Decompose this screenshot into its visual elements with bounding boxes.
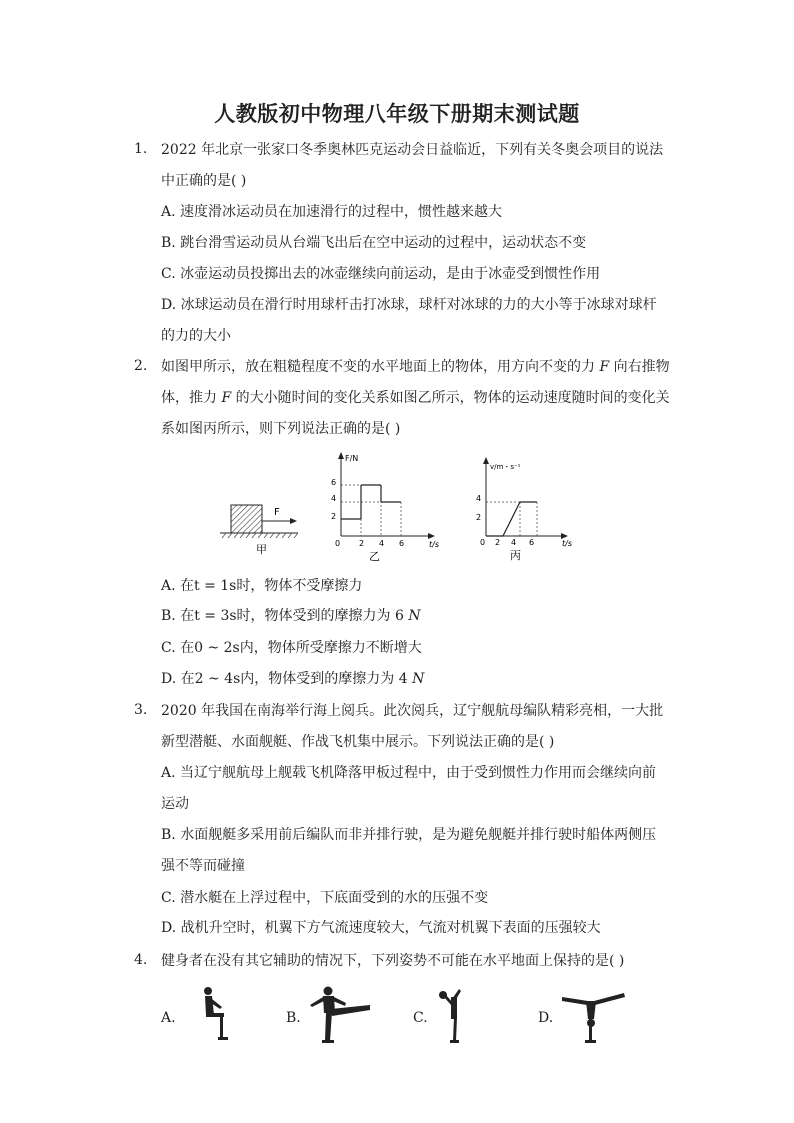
option-d: D. 在2 ~ 4s内，物体受到的摩擦力为 4 𝑁: [161, 671, 425, 687]
x-tick-label: 2: [495, 538, 501, 547]
x-tick-label: 4: [379, 539, 385, 548]
question-text-line: 新型潜艇、水面舰艇、作战飞机集中展示。下列说法正确的是( ): [161, 734, 555, 750]
figure-caption: 丙: [510, 549, 521, 562]
option-a-continued: 运动: [161, 796, 189, 812]
figure-yi: [325, 450, 445, 562]
y-axis-label: F/N: [345, 454, 359, 463]
figure-caption: 乙: [369, 550, 380, 562]
question-number: 4.: [134, 952, 148, 968]
x-tick-label: 2: [359, 539, 365, 548]
option-b-continued: 强不等而碰撞: [161, 858, 245, 874]
sitting-person-icon: [190, 985, 230, 1045]
force-label: F: [274, 507, 280, 518]
question-text-line: 2020 年我国在南海举行海上阅兵。此次阅兵，辽宁舰航母编队精彩亮相，一大批: [161, 703, 664, 719]
question-text-line: 2022 年北京一张家口冬季奥林匹克运动会日益临近，下列有关冬奥会项目的说法: [161, 142, 664, 158]
question-number: 1.: [134, 141, 148, 157]
dancer-balance-icon: [435, 985, 470, 1045]
option-d: D. 冰球运动员在滑行时用球杆击打冰球，球杆对冰球的力的大小等于冰球对球杆: [161, 297, 657, 313]
figure-caption: 甲: [256, 543, 267, 556]
option-d: D. 战机升空时，机翼下方气流速度较大，气流对机翼下表面的压强较大: [161, 920, 601, 936]
posture-b-figure: [304, 985, 374, 1045]
option-a: A. 速度滑冰运动员在加速滑行的过程中，惯性越来越大: [161, 204, 503, 220]
y-tick-label: 2: [331, 512, 337, 521]
velocity-line: [486, 502, 537, 536]
posture-a-figure: [190, 985, 230, 1045]
question-text-line: 体，推力 𝐹 的大小随时间的变化关系如图乙所示，物体的运动速度随时间的变化关: [161, 390, 670, 406]
posture-c-figure: [435, 985, 470, 1045]
y-tick-label: 6: [331, 478, 337, 487]
posture-d-figure: [558, 985, 628, 1045]
question-text-line: 中正确的是( ): [161, 173, 247, 189]
x-tick-label: 6: [529, 538, 535, 547]
option-d-continued: 的力的大小: [161, 328, 231, 344]
option-a: A. 当辽宁舰航母上舰载飞机降落甲板过程中，由于受到惯性力作用而会继续向前: [161, 765, 657, 781]
y-tick-label: 4: [476, 494, 482, 503]
option-a: A. 在t = 1s时，物体不受摩擦力: [161, 578, 363, 594]
x-axis-label: t/s: [429, 540, 439, 549]
y-axis-arrow: [338, 452, 344, 459]
option-c: C. 潜水艇在上浮过程中，下底面受到的水的压强不变: [161, 890, 489, 906]
question-text-line: 系如图丙所示，则下列说法正确的是( ): [161, 421, 401, 437]
x-tick-label: 0: [335, 539, 341, 548]
y-tick-label: 2: [476, 513, 482, 522]
one-hand-stand-icon: [558, 985, 628, 1045]
kicking-person-icon: [304, 985, 374, 1045]
option-a-label: A.: [161, 1010, 176, 1026]
figure-jia: [218, 495, 308, 560]
option-c-label: C.: [413, 1010, 428, 1026]
x-axis-label: t/s: [562, 539, 572, 548]
force-arrowhead: [290, 518, 297, 524]
y-axis-arrow: [483, 457, 489, 464]
x-tick-label: 4: [511, 538, 517, 547]
block: [231, 505, 262, 533]
ground-hatch: [222, 533, 298, 538]
option-b: B. 跳台滑雪运动员从台端飞出后在空中运动的过程中，运动状态不变: [161, 235, 587, 251]
y-axis-label: v/m・s⁻¹: [490, 463, 521, 471]
x-axis-arrow: [428, 533, 435, 539]
figure-jia-drawing: [218, 495, 308, 560]
question-text-line: 健身者在没有其它辅助的情况下，下列姿势不可能在水平地面上保持的是( ): [161, 953, 625, 969]
option-c: C. 在0 ~ 2s内，物体所受摩擦力不断增大: [161, 640, 422, 656]
option-b: B. 在t = 3s时，物体受到的摩擦力为 6 𝑁: [161, 608, 421, 624]
velocity-time-graph: [470, 455, 580, 562]
x-tick-label: 0: [480, 538, 486, 547]
page-title: 人教版初中物理八年级下册期末测试题: [214, 101, 580, 126]
option-b: B. 水面舰艇多采用前后编队而非并排行驶，是为避免舰艇并排行驶时船体两侧压: [161, 827, 657, 843]
option-c: C. 冰壶运动员投掷出去的冰壶继续向前运动，是由于冰壶受到惯性作用: [161, 266, 601, 282]
force-time-graph: [325, 450, 445, 562]
option-b-label: B.: [286, 1010, 301, 1026]
y-tick-label: 4: [331, 494, 337, 503]
option-d-label: D.: [538, 1010, 554, 1026]
question-number: 2.: [134, 358, 148, 374]
figure-bing: [470, 455, 580, 562]
question-text-line: 如图甲所示，放在粗糙程度不变的水平地面上的物体，用方向不变的力 𝐹 向右推物: [161, 359, 670, 375]
x-tick-label: 6: [399, 539, 405, 548]
question-number: 3.: [134, 702, 148, 718]
